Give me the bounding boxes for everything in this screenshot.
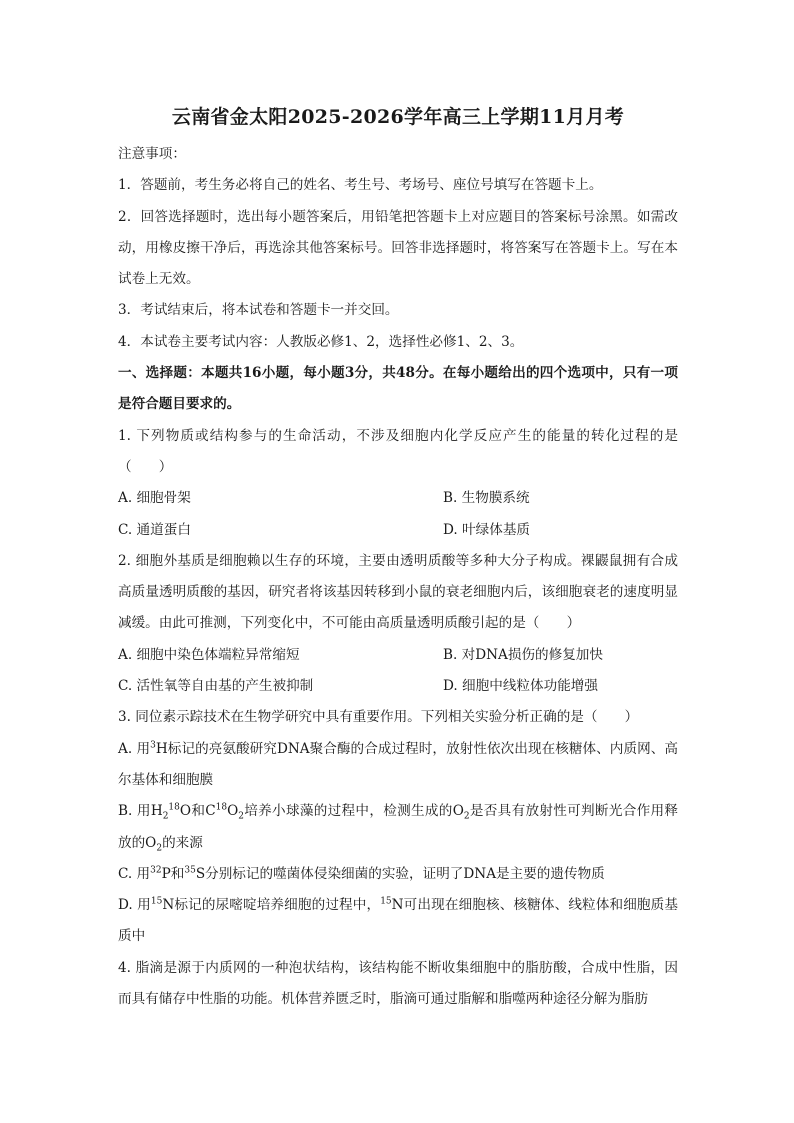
question-2-option-c: C. 活性氧等自由基的产生被抑制 bbox=[118, 678, 314, 695]
notice-item-2: 2．回答选择题时，选出每小题答案后，用铅笔把答题卡上对应题目的答案标号涂黑。如需改动，用橡皮擦干净后，再选涂其他答案标号。回答非选择题时，将答案写在答题卡上。写在本试卷上无效。 bbox=[118, 208, 678, 288]
question-2-option-d: D. 细胞中线粒体功能增强 bbox=[443, 678, 598, 695]
exam-title: 云南省金太阳2025-2026学年高三上学期11月月考 bbox=[171, 106, 625, 128]
question-2-option-a: A. 细胞中染色体端粒异常缩短 bbox=[118, 646, 300, 663]
question-1-option-d: D. 叶绿体基质 bbox=[443, 521, 531, 538]
question-1-options-row-2 bbox=[118, 515, 678, 546]
question-1-option-c: C. 通道蛋白 bbox=[118, 521, 191, 538]
question-1-options-row-1 bbox=[118, 483, 678, 514]
question-2-stem: 2. 细胞外基质是细胞赖以生存的环境，主要由透明质酸等多种大分子构成。裸鼹鼠拥有合成高质量透明质酸的基因，研究者将该基因转移到小鼠的衰老细胞内后，该细胞衰老的速度明显减缓。由此可推测，下列变化中，不可能由高质量透明质酸引起的是（ ） bbox=[118, 552, 678, 632]
notice-item-1: 1．答题前，考生务必将自己的姓名、考生号、考场号、座位号填写在答题卡上。 bbox=[118, 177, 603, 194]
question-1-stem: 1. 下列物质或结构参与的生命活动，不涉及细胞内化学反应产生的能量的转化过程的是（ ） bbox=[118, 427, 678, 475]
question-3-option-b: B. 用$H_2^{18}O$和$C^{18}O_2$培养小球藻的过程中，检测生成的$O_2$是否具有放射性可判断光合作用释放的$O_2$的来源 bbox=[118, 802, 678, 854]
question-2-option-b: B. 对DNA损伤的修复加快 bbox=[443, 646, 603, 663]
notice-item-3: 3．考试结束后，将本试卷和答题卡一并交回。 bbox=[118, 302, 399, 319]
question-4-stem: 4. 脂滴是源于内质网的一种泡状结构，该结构能不断收集细胞中的脂肪酸，合成中性脂，因而具有储存中性脂的功能。机体营养匮乏时，脂滴可通过脂解和脂噬两种途径分解为脂肪 bbox=[118, 959, 678, 1008]
notice-heading: 注意事项： bbox=[118, 146, 186, 162]
question-3-option-c: C. 用$^{32}$P和$^{35}$S分别标记的噬菌体侵染细菌的实验，证明了DNA是主要的遗传物质 bbox=[118, 865, 605, 882]
question-1-option-b: B. 生物膜系统 bbox=[443, 490, 530, 507]
question-3-stem: 3. 同位素示踪技术在生物学研究中具有重要作用。下列相关实验分析正确的是（ ） bbox=[118, 709, 639, 726]
section-heading-choice: 一、选择题：本题共16小题，每小题3分，共48分。在每小题给出的四个选项中，只有一项是符合题目要求的。 bbox=[118, 365, 678, 413]
question-2-options-row-1 bbox=[118, 640, 678, 671]
question-3-option-d: D. 用$^{15}$N标记的尿嘧啶培养细胞的过程中，$^{15}$N可出现在细胞核、核糖体、线粒体和细胞质基质中 bbox=[118, 896, 678, 945]
question-1-option-a: A. 细胞骨架 bbox=[118, 490, 191, 507]
question-2-options-row-2 bbox=[118, 671, 678, 702]
notice-item-4: 4．本试卷主要考试内容：人教版必修1、2，选择性必修1、2、3。 bbox=[118, 333, 524, 350]
exam-content bbox=[118, 103, 678, 1015]
question-3-option-a: A. 用$^3$H标记的亮氨酸研究DNA聚合酶的合成过程时，放射性依次出现在核糖体、内质网、高尔基体和细胞膜 bbox=[118, 740, 678, 788]
